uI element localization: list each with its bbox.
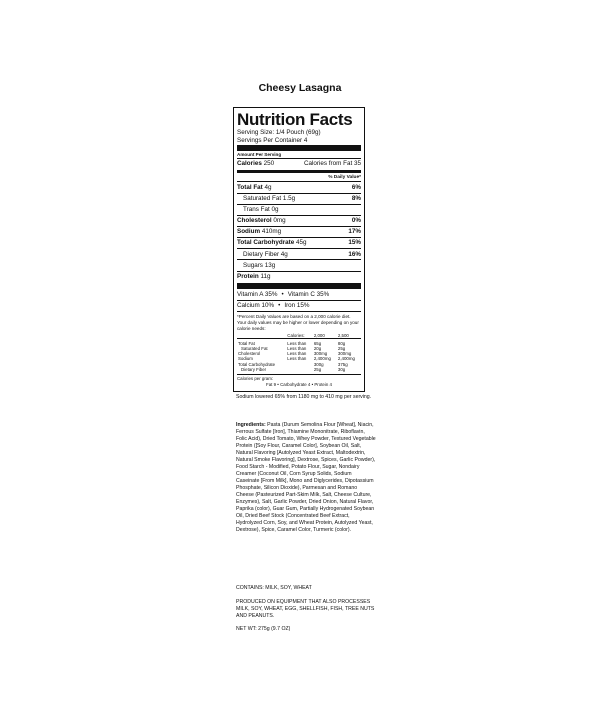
ingredients-text: Pasta (Durum Semolina Flour [Wheat], Niacin, Ferrous Sulfate [Iron], Thiamine Mononitrate, Riboflavin, Folic Acid), Dried Tomato, Whey Powder, Textured Vegetable Protein ([Soy Flour, Caramel Color], Soybean Oil, Salt, Natural Flavoring [Autolyzed Yeast Extract, Maltodextrin, Natural Smoke Flavoring], Dextrose, Spices, Garlic Powder), Food Starch - Modified, Potato Flour, Sugar, Nondairy Creamer (Coconut Oil, Corn Syrup Solids, Sodium Caseinate [From Milk], Mono and Diglycerides, Dipotassium Phosphate, Silicon Dioxide), Parmesan and Romano Cheese (Pasteurized Part-Skim Milk, Salt, Cheese Culture, Enzymes), Salt, Garlic Powder, Dried Onion, Natural Flavor, Paprika (color), Guar Gum, Partially Hydrogenated Soybean Oil, Dried Beef Stock (Concentrated Beef Extract, Hydrolyzed Corn, Soy, and Wheat Protein, Autolyzed Yeast, Dextrose), Spice, Caramel Color, Turmeric (color). bbox=[236, 422, 376, 534]
amount-per-serving: Amount Per Serving bbox=[237, 152, 282, 158]
nutrient-dv: 15% bbox=[348, 239, 361, 247]
nutrient-amount: 45g bbox=[296, 239, 307, 247]
table-cell: 80g bbox=[337, 341, 346, 347]
bullet-separator: • bbox=[311, 381, 314, 387]
calories-per-gram-values bbox=[237, 381, 361, 388]
bullet-separator: • bbox=[281, 291, 284, 299]
net-weight: NET WT: 275g (9.7 OZ) bbox=[236, 626, 291, 632]
protein-calories: Protein 4 bbox=[314, 381, 332, 387]
ingredients-block bbox=[236, 422, 376, 534]
table-cell: Cholesterol bbox=[238, 351, 261, 357]
nutrient-amount: 0g bbox=[271, 206, 279, 214]
table-cell: Less than bbox=[287, 351, 307, 357]
nutrient-name: Total Fat bbox=[237, 183, 263, 191]
nutrient-row-protein bbox=[237, 271, 361, 282]
nutrient-dv: 8% bbox=[351, 194, 361, 202]
table-cell: Total Carbohydrate bbox=[238, 361, 276, 367]
servings-per-container: Servings Per Container 4 bbox=[237, 136, 308, 144]
nutrient-row-total-carbohydrate bbox=[237, 237, 361, 248]
nutrient-amount: 1.5g bbox=[282, 194, 296, 202]
daily-value-header: % Daily Value* bbox=[328, 174, 361, 180]
daily-value-footnote: *Percent Daily Values are based on a 2,000 calorie diet. Your daily values may be higher or lower depending on your calorie needs: bbox=[237, 314, 359, 331]
nutrient-row-sodium bbox=[237, 226, 361, 237]
table-row bbox=[237, 339, 361, 347]
serving-size: Serving Size: 1/4 Pouch (69g) bbox=[237, 129, 321, 136]
nutrient-name: Protein bbox=[237, 272, 259, 280]
calories-value: 250 bbox=[263, 159, 275, 167]
nutrient-name: Dietary Fiber bbox=[243, 250, 280, 258]
table-cell: Total Fat bbox=[238, 341, 255, 347]
table-cell: 300mg bbox=[337, 351, 352, 357]
nutrient-row-trans-fat bbox=[237, 204, 361, 215]
nutrient-name: Trans Fat bbox=[243, 206, 270, 214]
table-cell: 25g bbox=[313, 366, 322, 372]
nutrient-name: Total Carbohydrate bbox=[237, 239, 295, 247]
header-cell: 2,500 bbox=[337, 333, 361, 339]
table-cell: 30g bbox=[337, 366, 346, 372]
calories-label: Calories bbox=[237, 159, 262, 167]
nutrient-amount: 11g bbox=[260, 272, 271, 280]
nutrient-amount: 4g bbox=[264, 183, 272, 191]
table-cell: Less than bbox=[287, 341, 307, 347]
vitamin-a: Vitamin A 35% bbox=[237, 291, 278, 299]
table-cell: 2,400mg bbox=[337, 356, 355, 362]
nutrition-facts-heading: Nutrition Facts bbox=[237, 110, 353, 129]
ingredients-label: Ingredients: bbox=[236, 422, 266, 428]
nutrient-row-cholesterol bbox=[237, 215, 361, 226]
table-cell: Saturated Fat bbox=[241, 346, 268, 352]
header-cell: 2,000 bbox=[313, 333, 337, 339]
nutrient-row-sugars bbox=[237, 259, 361, 270]
header-cell: Calories: bbox=[286, 333, 313, 339]
product-title: Cheesy Lasagna bbox=[258, 82, 342, 94]
fat-calories: Fat 9 bbox=[266, 381, 277, 387]
carbohydrate-calories: Carbohydrate 4 bbox=[280, 381, 311, 387]
nutrient-name: Saturated Fat bbox=[243, 194, 282, 202]
bullet-separator: • bbox=[278, 302, 281, 310]
medium-divider bbox=[237, 170, 361, 173]
nutrient-amount: 4g bbox=[280, 250, 288, 258]
table-cell bbox=[286, 367, 313, 372]
table-cell: 20g bbox=[313, 346, 322, 352]
iron: Iron 15% bbox=[284, 302, 310, 310]
vitamin-c: Vitamin C 35% bbox=[287, 291, 330, 299]
vitamin-row bbox=[237, 290, 361, 300]
table-cell: Less than bbox=[287, 346, 307, 352]
calories-per-gram: Calories per gram: bbox=[237, 374, 361, 381]
reference-table bbox=[237, 333, 361, 371]
nutrient-amount: 13g bbox=[264, 261, 276, 269]
nutrient-dv: 0% bbox=[351, 217, 361, 225]
table-cell: 65g bbox=[313, 341, 322, 347]
contains-statement: CONTAINS: MILK, SOY, WHEAT bbox=[236, 585, 312, 591]
thick-divider bbox=[237, 283, 361, 289]
nutrient-amount: 410mg bbox=[261, 228, 282, 236]
table-row bbox=[237, 367, 361, 372]
nutrient-dv: 16% bbox=[348, 250, 361, 258]
allergen-statement: PRODUCED ON EQUIPMENT THAT ALSO PROCESSES MILK, SOY, WHEAT, EGG, SHELLFISH, FISH, TREE NUTS AND PEANUTS. bbox=[236, 599, 375, 620]
nutrient-name: Sugars bbox=[243, 261, 263, 269]
table-cell: 25g bbox=[337, 346, 346, 352]
thick-divider bbox=[237, 145, 361, 151]
sodium-note: Sodium lowered 65% from 1180 mg to 410 mg per serving. bbox=[236, 394, 372, 400]
nutrition-facts-label bbox=[233, 107, 365, 392]
table-cell: 300mg bbox=[313, 351, 328, 357]
mineral-row bbox=[237, 300, 361, 311]
nutrient-dv: 6% bbox=[351, 183, 361, 191]
table-cell: Less than bbox=[287, 356, 307, 362]
nutrient-dv: 17% bbox=[348, 228, 361, 236]
table-cell: Sodium bbox=[238, 356, 253, 362]
nutrient-amount: 0mg bbox=[273, 217, 286, 225]
nutrient-row-total-fat bbox=[237, 181, 361, 192]
table-cell: Dietary Fiber bbox=[241, 366, 267, 372]
calories-row bbox=[237, 158, 361, 169]
nutrient-row-dietary-fiber bbox=[237, 248, 361, 259]
table-cell: 375g bbox=[337, 361, 348, 367]
table-cell: 300g bbox=[313, 361, 324, 367]
table-cell: 2,400mg bbox=[313, 356, 331, 362]
nutrient-row-saturated-fat bbox=[237, 193, 361, 204]
nutrient-name: Sodium bbox=[237, 228, 261, 236]
calories-from-fat: Calories from Fat 35 bbox=[303, 159, 361, 167]
calcium: Calcium 10% bbox=[237, 302, 275, 310]
nutrient-name: Cholesterol bbox=[237, 217, 272, 225]
bullet-separator: • bbox=[277, 381, 279, 387]
